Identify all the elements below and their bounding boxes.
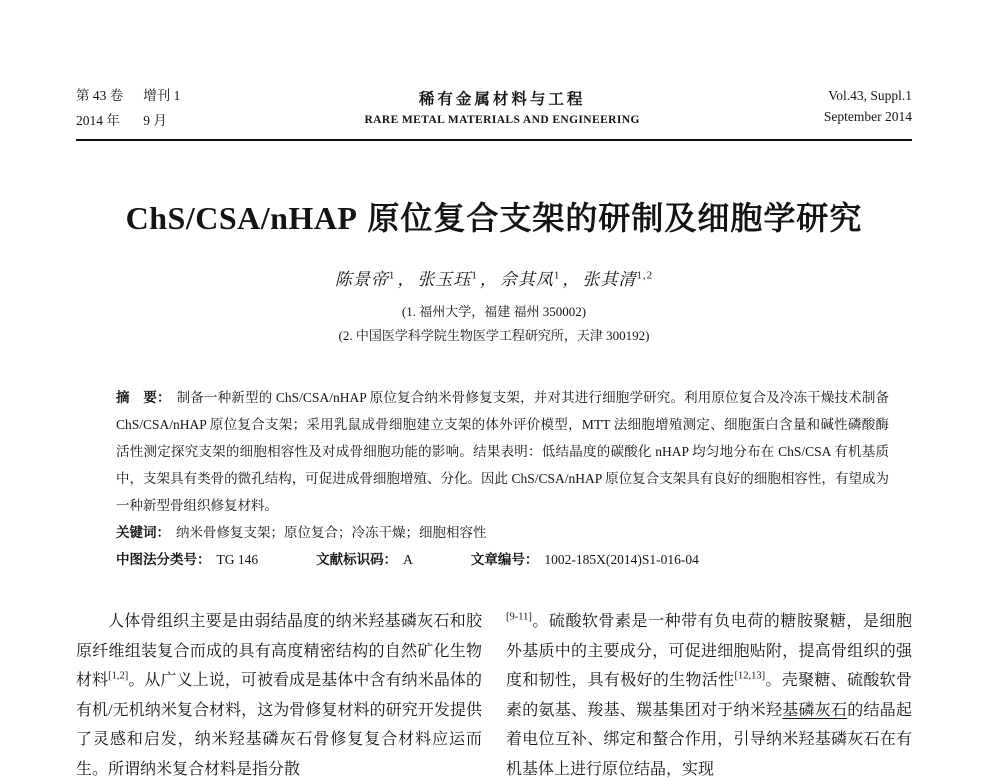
affiliations <box>76 300 912 348</box>
journal-name-block <box>364 87 639 126</box>
article-id-label: 文章编号： <box>470 552 539 568</box>
author-name: 佘其凤 <box>499 270 554 289</box>
right-column-paragraph <box>506 607 912 784</box>
author <box>335 270 396 289</box>
year-cn: 2014 年 <box>76 113 120 128</box>
keywords-text: 纳米骨修复支架；原位复合；冷冻干燥；细胞相容性 <box>176 525 487 541</box>
clc-label: 中图法分类号： <box>116 552 211 568</box>
author-affiliation-sup: 1 <box>388 269 396 282</box>
author <box>417 270 478 289</box>
journal-header <box>76 84 912 141</box>
article-title <box>76 193 912 239</box>
citation-ref: [1,2] <box>108 670 129 682</box>
right-column <box>506 607 912 784</box>
body-text: 。从广义上说，可被看成是基体中含有纳米晶体的有机/无机纳米复合材料，这为骨修复材料的研究开发提供了灵感和启发，纳米羟基磷灰石骨修复复合材料应运而生。所谓纳米复合材料是指分散 <box>76 672 482 778</box>
issue-cn: 增刊 1 <box>143 88 181 103</box>
doc-code-value: A <box>403 552 413 568</box>
citation-ref: [12,13] <box>734 670 766 682</box>
abstract-block <box>116 384 889 573</box>
authors-line <box>76 265 912 290</box>
underlined-text: 基磷灰石 <box>782 701 848 719</box>
header-volume-info-cn <box>76 84 180 129</box>
header-volume-info-en <box>824 86 912 128</box>
month-cn: 9 月 <box>143 113 167 128</box>
affiliation-1: (1. 福州大学，福建 福州 350002) <box>401 304 587 319</box>
doc-code-label: 文献标识码： <box>316 552 398 568</box>
author-affiliation-sup: 1 <box>553 269 561 282</box>
volume-en: Vol.43, Suppl.1 <box>828 87 912 103</box>
author <box>500 270 561 289</box>
body-text: 。硫酸软骨素是一种带有负电荷的糖胺聚糖，是细胞外基质中的主要成分，可促进细胞贴附，提高骨组织的强度和韧性，具有极好的生物活性 <box>506 613 912 690</box>
date-en: September 2014 <box>823 108 912 124</box>
abstract-label: 摘 要： <box>116 390 171 406</box>
left-column-paragraph <box>76 607 482 784</box>
volume-cn: 第 43 卷 <box>76 88 124 103</box>
citation-ref: [9-11] <box>506 611 532 623</box>
author-separator: ， <box>479 270 498 289</box>
body-text: 人体骨组织主要是由弱结晶度的纳米羟基磷灰石和胶原纤维组装复合而成的具有高度精密结构的自然矿化生物材料 <box>76 613 482 690</box>
journal-name-cn: 稀有金属材料与工程 <box>418 91 586 108</box>
article-title-latin: ChS/CSA/nHAP <box>125 200 358 236</box>
meta-line <box>116 546 889 573</box>
body-text: 。壳聚糖、硫酸软骨素的氨基、羧基、羰基集团对于纳米羟 <box>506 672 912 719</box>
journal-name-en: RARE METAL MATERIALS AND ENGINEERING <box>364 114 640 126</box>
article-id-group <box>471 552 699 567</box>
clc-group <box>116 552 258 567</box>
doc-code-group <box>316 552 413 567</box>
author-affiliation-sup: 1,2 <box>636 269 654 282</box>
body-text: 的结晶起着电位互补、绑定和螯合作用，引导纳米羟基磷灰石在有机基体上进行原位结晶，实现 <box>506 701 912 778</box>
affiliation-2: (2. 中国医学科学院生物医学工程研究所，天津 300192) <box>338 328 650 344</box>
keywords-label: 关键词： <box>116 525 170 541</box>
body-columns <box>76 607 912 784</box>
abstract-paragraph <box>116 384 889 519</box>
abstract-text: 制备一种新型的 ChS/CSA/nHAP 原位复合纳米骨修复支架，并对其进行细胞学研究。利用原位复合及冷冻干燥技术制备 ChS/CSA/nHAP 原位复合支架；采用乳鼠成骨细胞建立支架的体外评价模型，MTT 法细胞增殖测定、细胞蛋白含量和碱性磷酸酶活性测定探究支架的细胞相容性及对成骨细胞功能的影响。结果表明：低结晶度的碳酸化 nHAP 均匀地分布在 ChS/CSA 有机基质中，支架具有类骨的微孔结构，可促进成骨细胞增殖、分化。因此 ChS/CSA/nHAP 原位复合支架具有良好的细胞相容性，有望成为一种新型骨组织修复材料。 <box>116 390 890 514</box>
author-affiliation-sup: 1 <box>471 269 478 282</box>
author-separator: ， <box>562 270 581 289</box>
author-name: 陈景帝 <box>334 270 389 289</box>
left-column <box>76 607 482 784</box>
author <box>582 270 653 289</box>
author-name: 张其清 <box>582 270 637 289</box>
article-title-cjk: 原位复合支架的研制及细胞学研究 <box>357 200 863 236</box>
author-separator: ， <box>397 270 416 289</box>
author-name: 张玉珏 <box>417 270 472 289</box>
article-id-value: 1002-185X(2014)S1-016-04 <box>544 552 699 568</box>
clc-value: TG 146 <box>216 552 259 568</box>
keywords-line <box>116 519 889 546</box>
